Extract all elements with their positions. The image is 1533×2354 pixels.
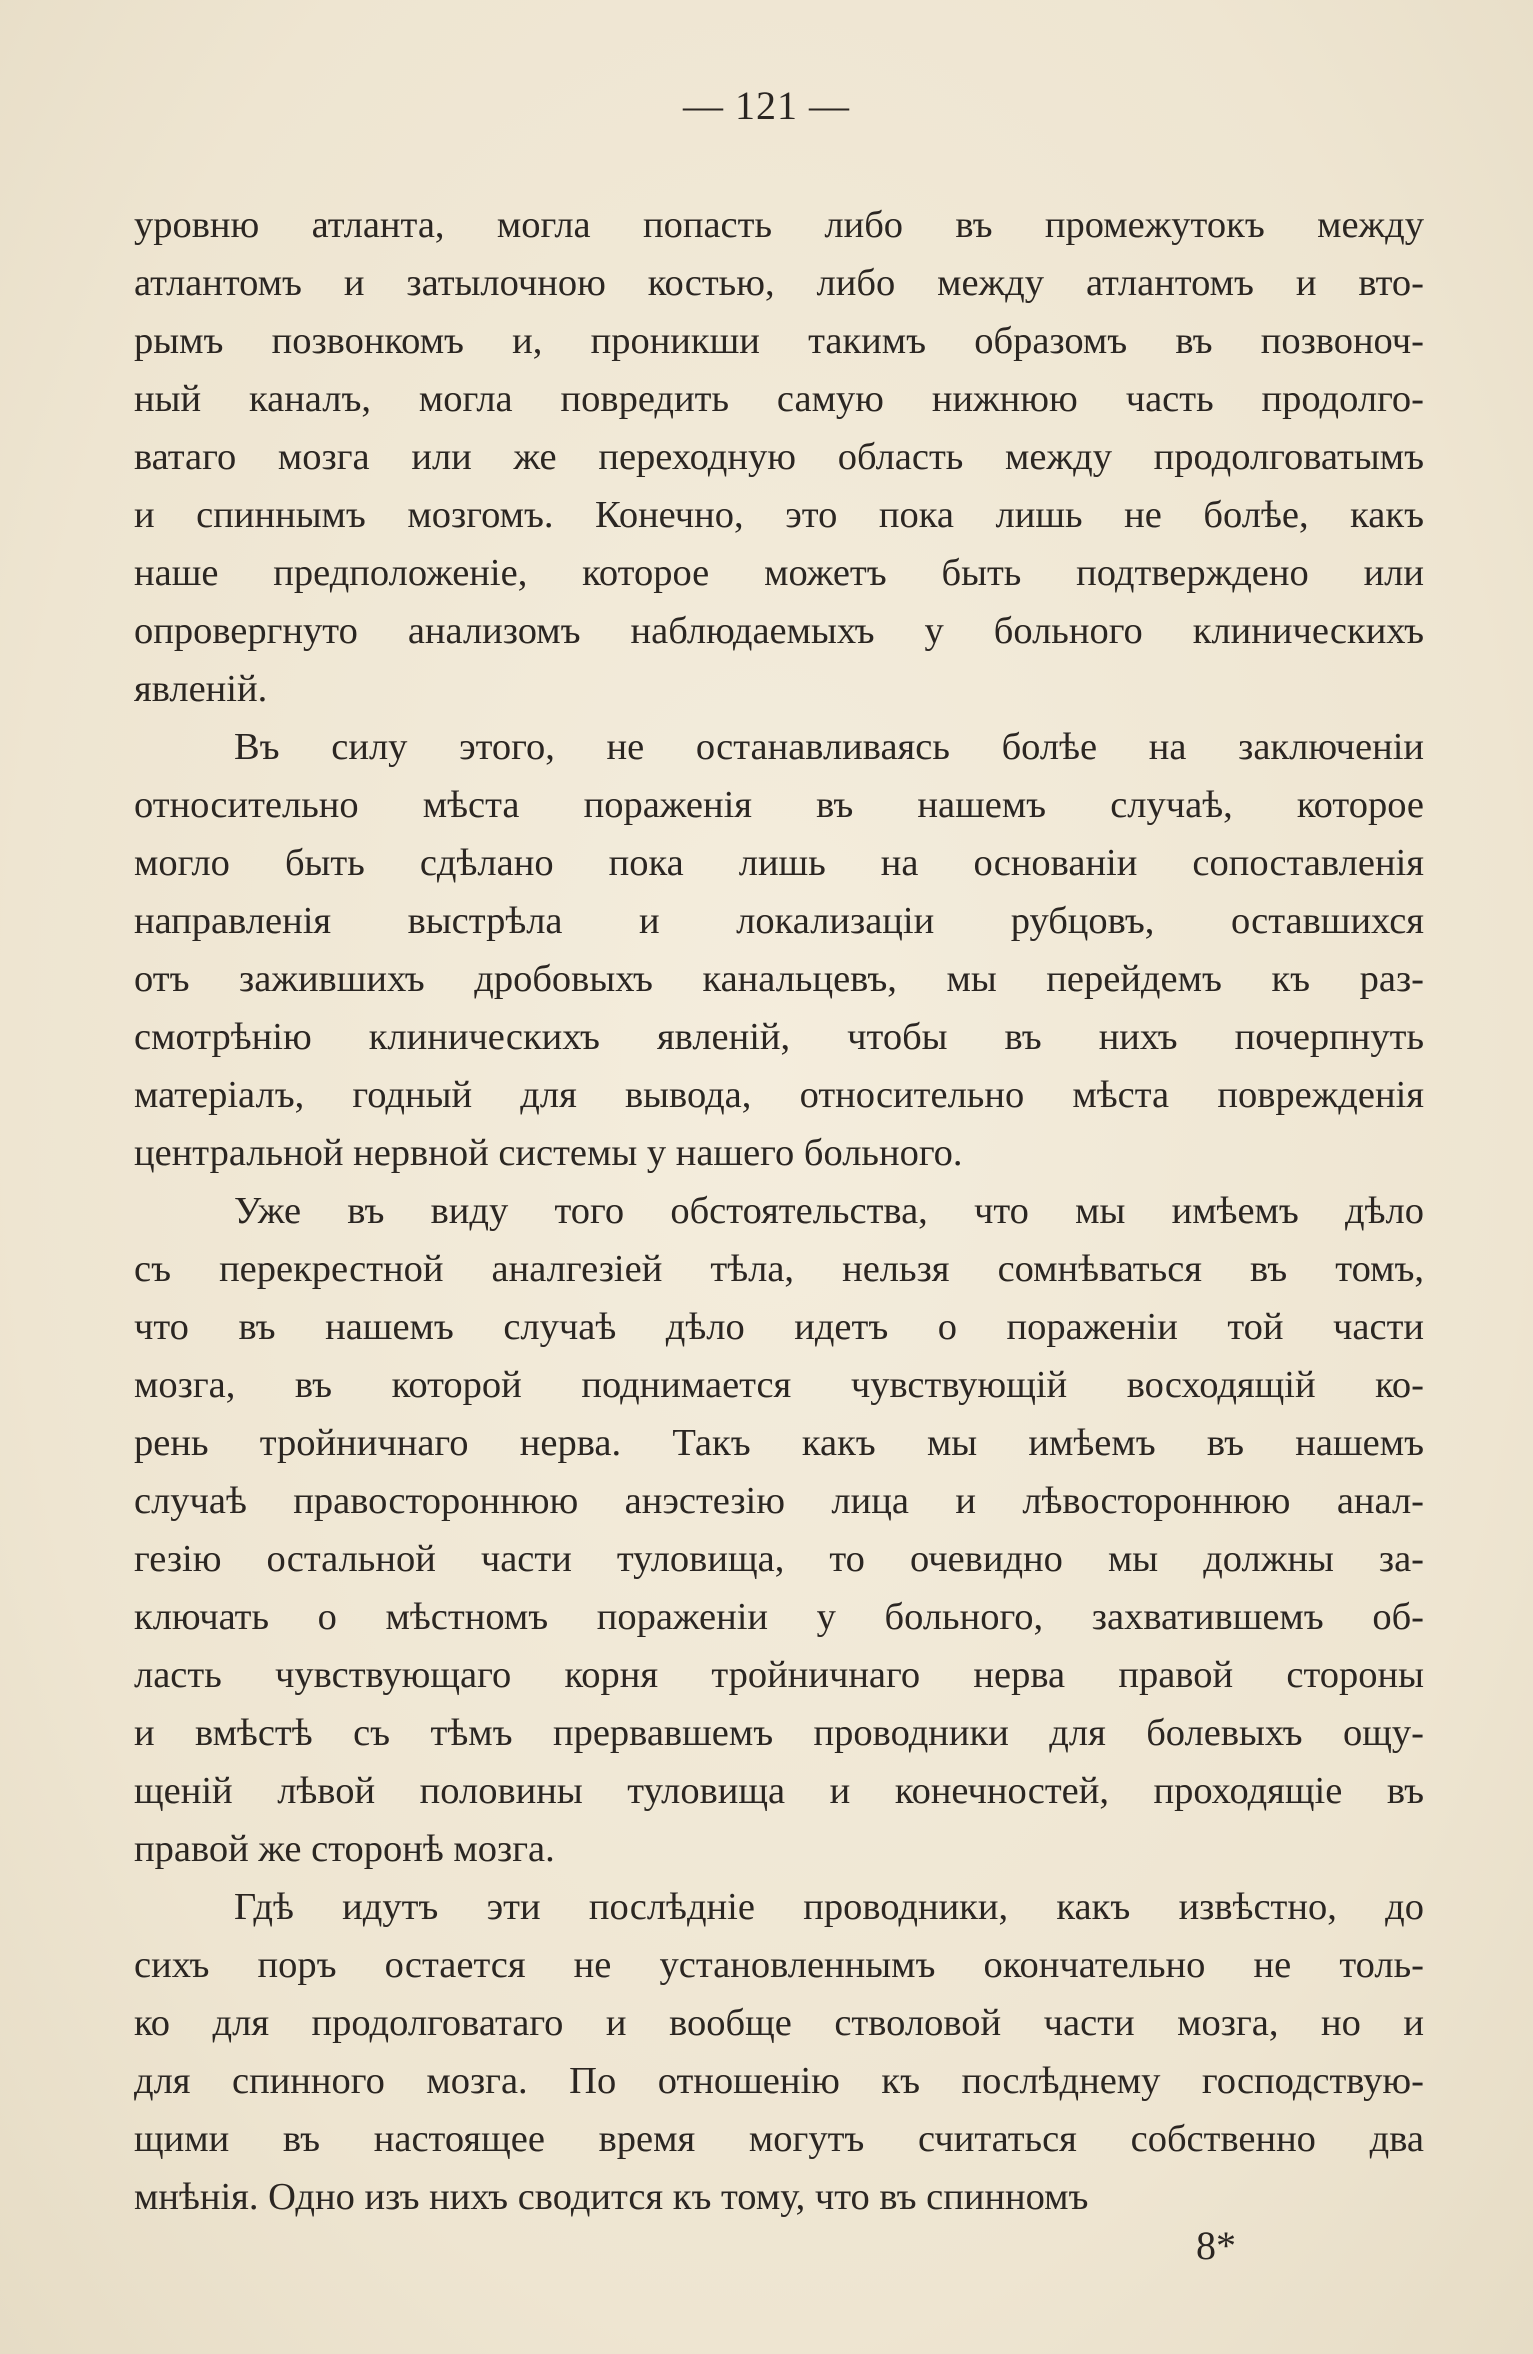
text-line: что въ нашемъ случаѣ дѣло идетъ о пораженiи той части (134, 1306, 1424, 1348)
paragraph (134, 1182, 1424, 1878)
text-line: мнѣнiя. Одно изъ нихъ сводится къ тому, что въ спинномъ (134, 2176, 1089, 2218)
text-line: смотрѣнiю клиническихъ явленiй, чтобы въ нихъ почерпнуть (134, 1016, 1424, 1058)
text-line: ко для продолговатаго и вообще стволовой части мозга, но и (134, 2002, 1424, 2044)
text-line: Гдѣ идутъ эти послѣднiе проводники, какъ извѣстно, до (234, 1886, 1424, 1928)
text-line: и спиннымъ мозгомъ. Конечно, это пока лишь не болѣе, какъ (134, 494, 1424, 536)
text-line: ватаго мозга или же переходную область между продолговатымъ (134, 436, 1424, 478)
paragraph (134, 718, 1424, 1182)
text-line: опровергнуто анализомъ наблюдаемыхъ у больного клиническихъ (134, 610, 1424, 652)
text-line: ный каналъ, могла повредить самую нижнюю часть продолго- (134, 378, 1424, 420)
text-line: случаѣ правостороннюю анэстезiю лица и лѣвостороннюю анал- (134, 1480, 1424, 1522)
text-line: матерiалъ, годный для вывода, относительно мѣста поврежденiя (134, 1074, 1424, 1116)
paragraph (134, 196, 1424, 718)
text-line: могло быть сдѣлано пока лишь на основанiи сопоставленiя (134, 842, 1424, 884)
paragraph (134, 1878, 1424, 2226)
text-line: съ перекрестной аналгезiей тѣла, нельзя сомнѣваться въ томъ, (134, 1248, 1424, 1290)
text-line: и вмѣстѣ съ тѣмъ прервавшемъ проводники для болевыхъ ощу- (134, 1712, 1424, 1754)
text-line: отъ зажившихъ дробовыхъ канальцевъ, мы перейдемъ къ раз- (134, 958, 1424, 1000)
text-line: рень тройничнаго нерва. Такъ какъ мы имѣемъ въ нашемъ (134, 1422, 1424, 1464)
page-number: — 121 — (683, 83, 850, 128)
body-text (134, 196, 1424, 2226)
text-line: для спинного мозга. По отношенiю къ послѣднему господствую- (134, 2060, 1424, 2102)
text-line: правой же сторонѣ мозга. (134, 1828, 555, 1870)
text-line: атлантомъ и затылочною костью, либо между атлантомъ и вто- (134, 262, 1424, 304)
text-line: щими въ настоящее время могутъ считаться собственно два (134, 2118, 1424, 2160)
text-line: направленiя выстрѣла и локализацiи рубцовъ, оставшихся (134, 900, 1424, 942)
signature-mark: 8* (1196, 2223, 1236, 2268)
text-line: ласть чувствующаго корня тройничнаго нерва правой стороны (134, 1654, 1424, 1696)
text-line: ключать о мѣстномъ пораженiи у больного, захватившемъ об- (134, 1596, 1424, 1638)
text-line: относительно мѣста пораженiя въ нашемъ случаѣ, которое (134, 784, 1424, 826)
text-line: уровню атланта, могла попасть либо въ промежутокъ между (134, 204, 1424, 246)
text-line: явленiй. (134, 668, 268, 710)
text-line: Въ силу этого, не останавливаясь болѣе на заключенiи (234, 726, 1424, 768)
text-line: центральной нервной системы у нашего больного. (134, 1132, 963, 1174)
text-line: мозга, въ которой поднимается чувствующiй восходящiй ко- (134, 1364, 1424, 1406)
text-line: гезiю остальной части туловища, то очевидно мы должны за- (134, 1538, 1424, 1580)
text-line: сихъ поръ остается не установленнымъ окончательно не толь- (134, 1944, 1424, 1986)
text-line: щенiй лѣвой половины туловища и конечностей, проходящiе въ (134, 1770, 1424, 1812)
text-line: наше предположенiе, которое можетъ быть подтверждено или (134, 552, 1424, 594)
text-line: Уже въ виду того обстоятельства, что мы имѣемъ дѣло (234, 1190, 1424, 1232)
text-line: рымъ позвонкомъ и, проникши такимъ образомъ въ позвоноч- (134, 320, 1424, 362)
